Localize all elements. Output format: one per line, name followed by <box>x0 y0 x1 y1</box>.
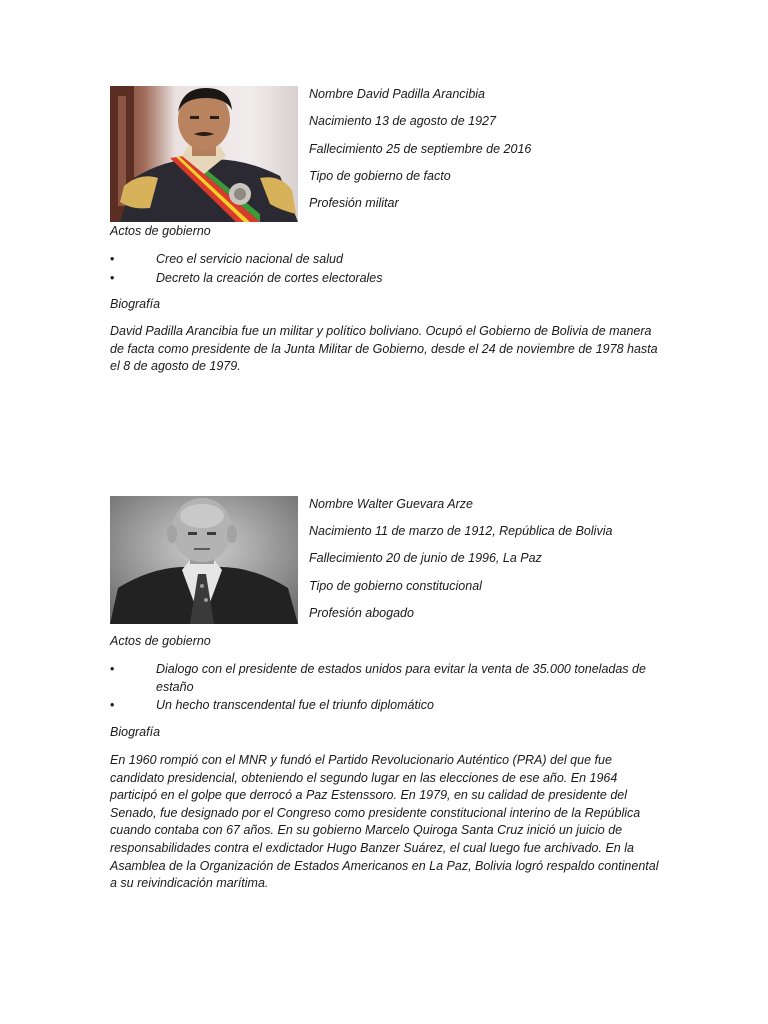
name-line: Nombre Walter Guevara Arze <box>309 497 473 511</box>
government-type-line: Tipo de gobierno de facto <box>309 169 451 183</box>
portrait-photo-guevara <box>110 496 298 624</box>
biography-text: En 1960 rompió con el MNR y fundó el Partido Revolucionario Auténtico (PRA) del que fue candidato presidencial, obteniendo el segundo lugar en las elecciones de ese año. En 1964 participó en el golpe que derrocó a Paz Estenssoro. En 1979, en su calidad de presidente del Senado, fue designado por el Congreso como presidente constitucional interino de la República cuando contaba con 67 años. En su gobierno Marcelo Quiroga Santa Cruz inició un juicio de responsabilidades contra el exdictador Hugo Banzer Suárez, el cual luego fue archivado. En la Asamblea de la Organización de Estados Americanos en La Paz, Bolivia logró respaldo continental a su reivindicación marítima. <box>110 753 659 891</box>
government-acts-heading: Actos de gobierno <box>110 634 211 648</box>
portrait-padilla-image <box>110 86 298 222</box>
bullet-icon: • <box>110 698 115 712</box>
biography-heading: Biografía <box>110 297 161 311</box>
profession-line: Profesión militar <box>309 196 399 210</box>
birth-line: Nacimiento 11 de marzo de 1912, República de Bolivia <box>309 524 613 538</box>
biography-text: David Padilla Arancibia fue un militar y político boliviano. Ocupó el Gobierno de Bolivia de manera de facta como presidente de la Junta Militar de Gobierno, desde el 24 de noviembre de 1978 hasta el 8 de agosto de 1979. <box>110 324 658 374</box>
list-item: • Creo el servicio nacional de salud <box>110 252 343 266</box>
list-item: • Dialogo con el presidente de estados unidos para evitar la venta de 35.000 toneladas de estaño <box>110 662 646 694</box>
name-line: Nombre David Padilla Arancibia <box>309 87 486 101</box>
profession-line: Profesión abogado <box>309 606 414 620</box>
government-acts-heading: Actos de gobierno <box>110 224 211 238</box>
death-line: Fallecimiento 20 de junio de 1996, La Paz <box>309 551 542 565</box>
bullet-icon: • <box>110 662 115 676</box>
death-line: Fallecimiento 25 de septiembre de 2016 <box>309 142 532 156</box>
biography-heading: Biografía <box>110 725 161 739</box>
portrait-photo-padilla <box>110 86 298 222</box>
portrait-guevara-image <box>110 496 298 624</box>
bullet-icon: • <box>110 252 115 266</box>
government-type-line: Tipo de gobierno constitucional <box>309 579 482 593</box>
list-item: • Un hecho transcendental fue el triunfo diplomático <box>110 698 434 712</box>
list-item: • Decreto la creación de cortes electorales <box>110 271 383 285</box>
birth-line: Nacimiento 13 de agosto de 1927 <box>309 114 496 128</box>
bullet-icon: • <box>110 271 115 285</box>
